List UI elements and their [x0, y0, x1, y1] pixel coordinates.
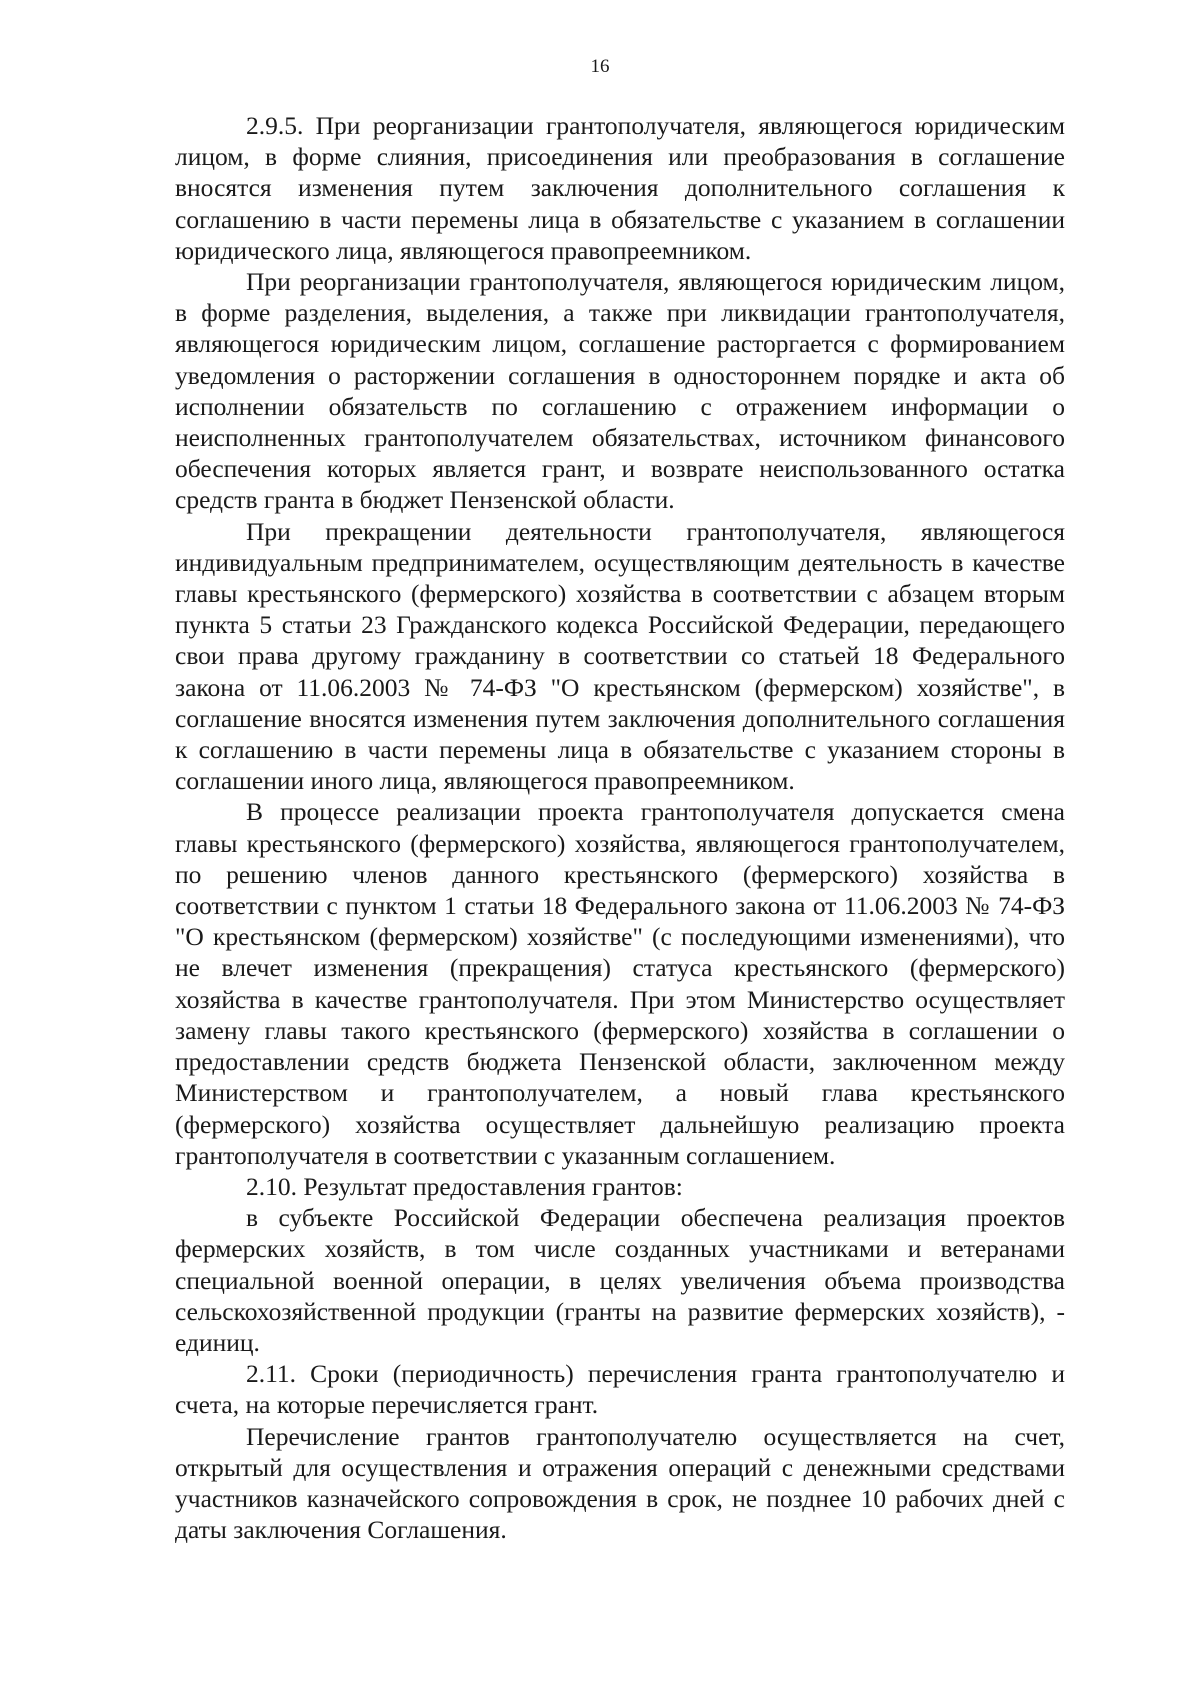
paragraph-termination-entrepreneur: При прекращении деятельности грантополучателя, являющегося индивидуальным предпринимателем, осуществляющим деятельность в качестве главы крестьянского (фермерского) хозяйства в соответствии с абзацем вторым пункта 5 статьи 23 Гражданского кодекса Российской Федерации, передающего свои права другому гражданину в соответствии со статьей 18 Федерального закона от 11.06.2003 № 74-ФЗ "О крестьянском (фермерском) хозяйстве", в соглашение вносятся изменения путем заключения дополнительного соглашения к соглашению в части перемены лица в обязательстве с указанием стороны в соглашении иного лица, являющегося правопреемником. — [175, 516, 1065, 796]
paragraph-2-11-heading: 2.11. Сроки (периодичность) перечисления гранта грантополучателю и счета, на которые перечисляется грант. — [175, 1359, 1065, 1420]
paragraph-2-9-5: 2.9.5. При реорганизации грантополучателя, являющегося юридическим лицом, в форме слияния, присоединения или преобразования в соглашение вносятся изменения путем заключения дополнительного соглашения к соглашению в части перемены лица в обязательстве с указанием в соглашении юридического лица, являющегося правопреемником. — [175, 111, 1065, 265]
paragraph-2-10-result: в субъекте Российской Федерации обеспечена реализация проектов фермерских хозяйств, в том числе созданных участниками и ветеранами специальной военной операции, в целях увеличения объема производства сельскохозяйственной продукции (гранты на развитие фермерских хозяйств), - единиц. — [175, 1203, 1065, 1357]
paragraph-head-change: В процессе реализации проекта грантополучателя допускается смена главы крестьянского (фермерского) хозяйства, являющегося грантополучателем, по решению членов данного крестьянского (фермерского) хозяйства в соответствии с пунктом 1 статьи 18 Федерального закона от 11.06.2003 № 74-ФЗ "О крестьянском (фермерском) хозяйстве" (с последующими изменениями), что не влечет изменения (прекращения) статуса крестьянского (фермерского) хозяйства в качестве грантополучателя. При этом Министерство осуществляет замену главы такого крестьянского (фермерского) хозяйства в соглашении о предоставлении средств бюджета Пензенской области, заключенном между Министерством и грантополучателем, а новый глава крестьянского (фермерского) хозяйства осуществляет дальнейшую реализацию проекта грантополучателя в соответствии с указанным соглашением. — [175, 797, 1065, 1170]
paragraph-2-10-heading: 2.10. Результат предоставления грантов: — [246, 1171, 683, 1201]
paragraph-2-11-transfer: Перечисление грантов грантополучателю осуществляется на счет, открытый для осуществления и отражения операций с денежными средствами участников казначейского сопровождения в срок, не позднее 10 рабочих дней с даты заключения Соглашения. — [175, 1421, 1065, 1545]
page-number: 16 — [590, 56, 610, 77]
document-body — [175, 110, 1065, 1545]
paragraph-reorganization-division: При реорганизации грантополучателя, являющегося юридическим лицом, в форме разделения, выделения, а также при ликвидации грантополучателя, являющегося юридическим лицом, соглашение расторгается с формированием уведомления о расторжении соглашения в одностороннем порядке и акта об исполнении обязательств по соглашению с отражением информации о неисполненных грантополучателем обязательствах, источником финансового обеспечения которых является грант, и возврате неиспользованного остатка средств гранта в бюджет Пензенской области. — [175, 267, 1065, 515]
